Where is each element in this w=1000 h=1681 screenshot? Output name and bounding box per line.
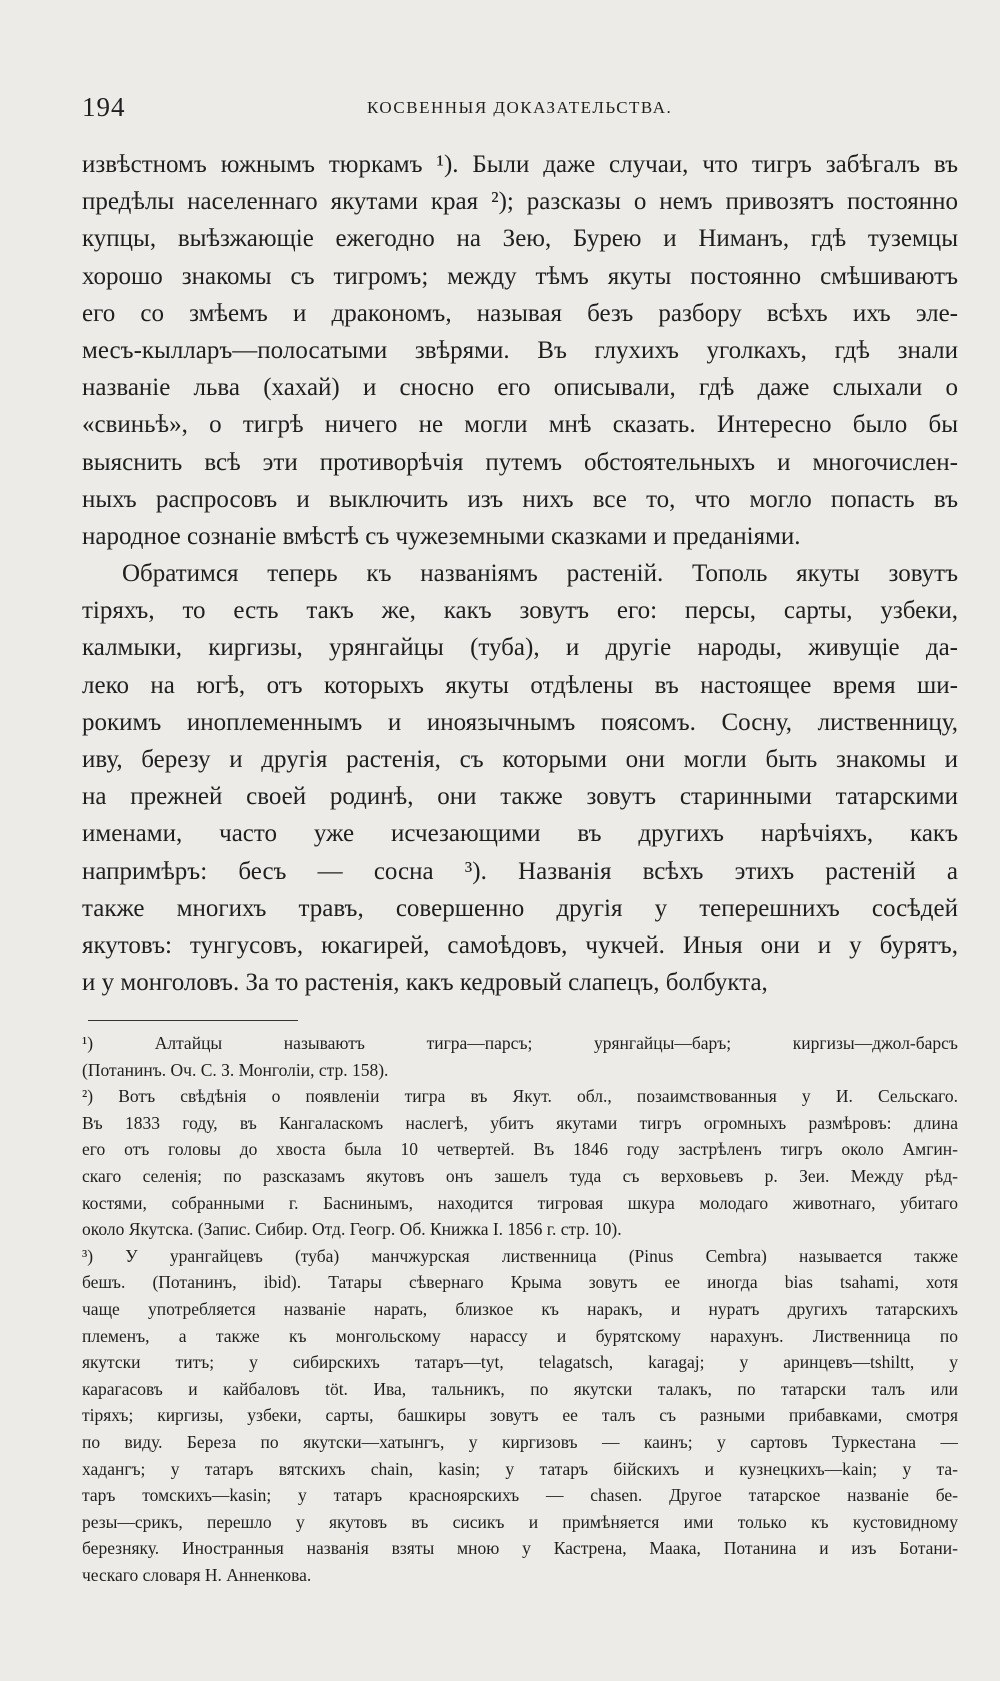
text-line: напримѣръ: бесъ — сосна ³). Названія всѣхъ этихъ растеній а: [82, 857, 958, 885]
footnote-line: якутски титъ; у сибирскихъ татаръ—tyt, telagatsch, karagaj; у аринцевъ—tshiltt, у: [82, 1352, 958, 1373]
footnote-line: чаще употребляется названіе нарать, близкое къ наракъ, и нуратъ другихъ татарскихъ: [82, 1298, 958, 1319]
text-line: также многихъ травъ, совершенно другія у теперешнихъ сосѣдей: [82, 894, 958, 922]
footnote-line: ¹) Алтайцы называютъ тигра—парсъ; урянгайцы—баръ; киргизы—джол-барсъ: [82, 1033, 958, 1053]
text-line: «свиньѣ», о тигрѣ ничего не могли мнѣ сказать. Интересно было бы: [82, 411, 958, 439]
text-line: леко на югѣ, отъ которыхъ якуты отдѣлены въ настоящее время ши-: [82, 671, 958, 699]
text-line: и у монголовъ. За то растенія, какъ кедровый слапецъ, болбукта,: [82, 969, 768, 997]
footnote-line: резы—срикъ, перешло у якутовъ въ сисикъ и примѣняется ими только къ кустовидному: [82, 1511, 958, 1532]
footnote-line: ²) Вотъ свѣдѣнія о появленіи тигра въ Якут. обл., позаимствованныя у И. Сельскаго.: [82, 1086, 958, 1107]
footnote-line: тіряхъ; киргизы, узбеки, сарты, башкиры зовутъ ее талъ съ разными прибавками, смотря: [82, 1405, 958, 1426]
footnote-line: ческаго словаря Н. Анненкова.: [82, 1564, 312, 1585]
text-line: иву, березу и другія растенія, съ которыми они могли быть знакомы и: [82, 746, 958, 773]
text-line: его со змѣемъ и дракономъ, называя безъ разбору всѣхъ ихъ эле-: [82, 299, 958, 327]
footnote-line: скаго селенія; по разсказамъ якутовъ онъ зашелъ туда съ верховьевъ р. Зеи. Между рѣд-: [82, 1165, 958, 1186]
footnote-line: таръ томскихъ—kasin; у татаръ красноярскихъ — chasen. Другое татарское названіе бе-: [82, 1485, 958, 1506]
text-line: купцы, выѣзжающіе ежегодно на Зею, Бурею и Ниманъ, гдѣ туземцы: [82, 225, 958, 253]
footnote-line: около Якутска. (Запис. Сибир. Отд. Геогр. Об. Книжка I. 1856 г. стр. 10).: [82, 1219, 622, 1240]
text-line: на прежней своей родинѣ, они также зовутъ старинными татарскими: [82, 783, 958, 811]
text-line: извѣстномъ южнымъ тюркамъ ¹). Были даже случаи, что тигръ забѣгалъ въ: [82, 151, 958, 178]
footnote-separator: [88, 1020, 298, 1021]
text-line: именами, часто уже исчезающими въ другихъ нарѣчіяхъ, какъ: [82, 820, 958, 848]
footnote-line: хадангъ; у татаръ вятскихъ chain, kasin; у татаръ бійскихъ и кузнецкихъ—kain; у та-: [82, 1458, 958, 1479]
main-text: [82, 146, 958, 1001]
footnotes: [82, 1030, 958, 1588]
text-line: выяснить всѣ эти противорѣчія путемъ обстоятельныхъ и многочислен-: [82, 448, 958, 476]
running-title: КОСВЕННЫЯ ДОКАЗАТЕЛЬСТВА.: [367, 98, 673, 117]
page-header: [82, 92, 958, 132]
text-line: хорошо знакомы съ тигромъ; между тѣмъ якуты постоянно смѣшиваютъ: [82, 262, 958, 290]
text-line: якутовъ: тунгусовъ, юкагирей, самоѣдовъ, чукчей. Иныя они и у бурятъ,: [82, 931, 958, 959]
text-line: названіе льва (хахай) и сносно его описывали, гдѣ даже слыхали о: [82, 374, 958, 402]
page-number: 194: [82, 92, 126, 122]
text-line: ныхъ распросовъ и выключить изъ нихъ все то, что могло попасть въ: [82, 485, 958, 513]
footnote-line: карагасовъ и кайбаловъ töt. Ива, тальникъ, по якутски талакъ, по татарски талъ или: [82, 1378, 958, 1399]
text-line: предѣлы населеннаго якутами края ²); разсказы о немъ привозятъ постоянно: [82, 188, 958, 216]
footnote-line: бешъ. (Потанинъ, ibid). Татары сѣвернаго Крыма зовутъ ее иногда bias tsahami, хотя: [82, 1272, 958, 1293]
footnote-line: его отъ головы до хвоста была 10 четвертей. Въ 1846 году застрѣленъ тигръ около Амгин-: [82, 1139, 958, 1160]
text-line: народное сознаніе вмѣстѣ съ чужеземными сказками и преданіями.: [82, 522, 801, 550]
text-line: калмыки, киргизы, урянгайцы (туба), и другіе народы, живущіе да-: [82, 634, 958, 662]
footnote-line: ³) У урангайцевъ (туба) манчжурская лиственница (Pinus Cembra) называется также: [82, 1245, 958, 1266]
footnote-line: березняку. Иностранныя названія взяты мною у Кастрена, Маака, Потанина и изъ Ботани-: [82, 1538, 958, 1559]
text-line: Обратимся теперь къ названіямъ растеній. Тополь якуты зовутъ: [122, 560, 958, 588]
footnote-line: Въ 1833 году, въ Кангаласкомъ наслегѣ, убитъ якутами тигръ огромныхъ размѣровъ: длина: [82, 1112, 958, 1133]
footnote-line: по виду. Береза по якутски—хатынгъ, у киргизовъ — каинъ; у сартовъ Туркестана —: [82, 1431, 958, 1452]
text-line: месъ-кылларъ—полосатыми звѣрями. Въ глухихъ уголкахъ, гдѣ знали: [82, 336, 958, 364]
footnote-line: племенъ, а также къ монгольскому нарассу и бурятскому нарахунъ. Лиственница по: [82, 1325, 958, 1346]
footnote-line: костями, собранными г. Баснинымъ, находится тигровая шкура молодаго животнаго, убитаго: [82, 1192, 958, 1213]
footnote-line: (Потанинъ. Оч. С. З. Монголіи, стр. 158).: [82, 1059, 389, 1080]
text-line: рокимъ иноплеменнымъ и иноязычнымъ поясомъ. Сосну, лиственницу,: [82, 708, 958, 736]
text-line: тіряхъ, то есть такъ же, какъ зовутъ его: персы, сарты, узбеки,: [82, 597, 958, 625]
